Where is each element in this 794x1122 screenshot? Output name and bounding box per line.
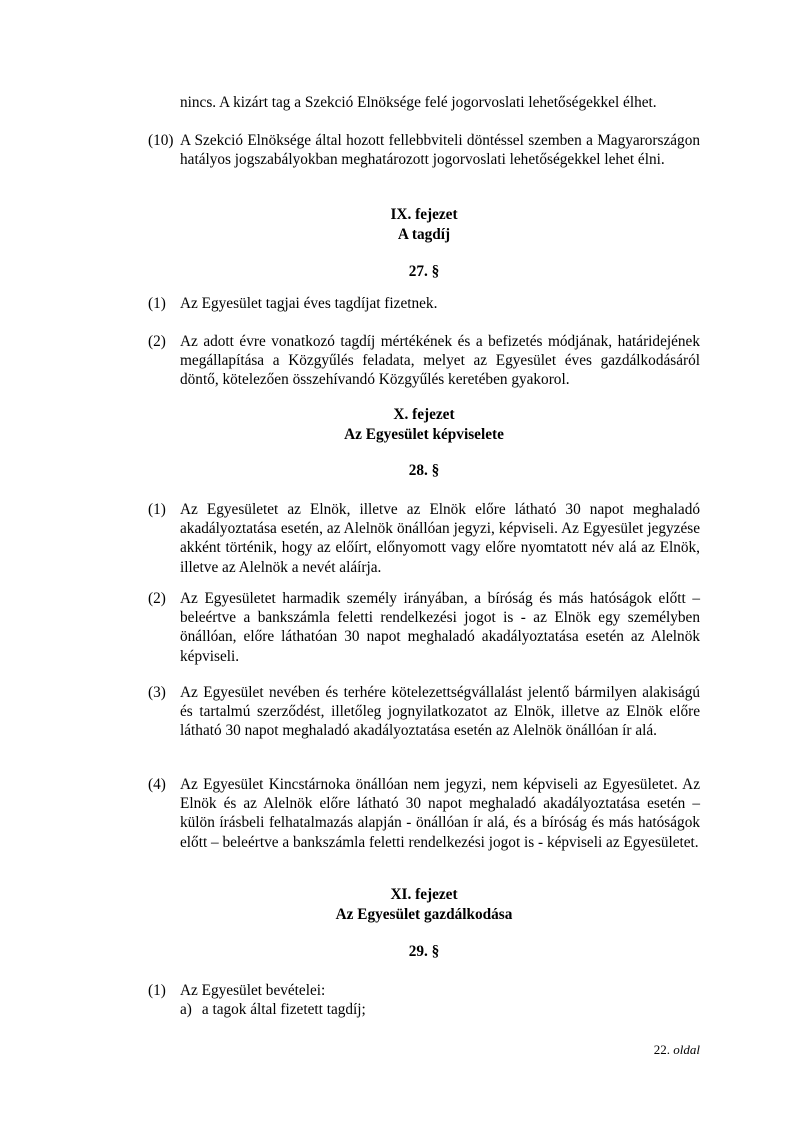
list-item-label: a) xyxy=(180,1001,192,1019)
paragraph-number: (10) xyxy=(148,132,174,149)
paragraph-number: (2) xyxy=(148,590,166,607)
paragraph-text: A Szekció Elnöksége által hozott fellebbviteli döntéssel szemben a Magyarországon hatályos jogszabályokban meghatározott jogorvoslati lehetőségekkel lehet élni. xyxy=(180,132,700,169)
page-footer xyxy=(560,1042,700,1058)
paragraph-number: (4) xyxy=(148,776,166,793)
section-sign-28: 28. § xyxy=(408,462,440,479)
s28-paragraph-1 xyxy=(148,500,700,577)
s27-paragraph-1 xyxy=(148,294,700,313)
paragraph-text: Az Egyesületet az Elnök, illetve az Elnök előre látható 30 napot meghaladó akadályoztatása esetén, az Alelnök önállóan jegyzi, képviseli. Az Egyesület jegyzése akként történik, hogy az előírt, előnyomott vagy előre nyomtatott név alá az Elnök, illetve az Alelnök a nevét aláírja. xyxy=(180,501,700,576)
chapter-heading-ix xyxy=(148,205,700,244)
section-sign-27: 27. § xyxy=(408,263,440,280)
paragraph-text: Az adott évre vonatkozó tagdíj mértékének és a befizetés módjának, határidejének megállapítása a Közgyűlés feladata, melyet az Egyesület éves gazdálkodásáról döntő, kötelezően összehívandó Közgyűlés keretében gyakorol. xyxy=(180,333,700,389)
s28-paragraph-4 xyxy=(148,775,700,852)
paragraph-number: (2) xyxy=(148,333,166,350)
paragraph-number: (1) xyxy=(148,295,166,312)
page-number: 22. xyxy=(653,1042,671,1057)
paragraph-text: Az Egyesületet harmadik személy irányában, a bíróság és más hatóságok előtt – beleértve a bankszámla feletti rendelkezési jogot is - az Elnök egy személyben önállóan, előre láthatóan 30 napot meghaladó akadályoztatása esetén az Alelnök képviseli. xyxy=(180,590,700,665)
s27-paragraph-2 xyxy=(148,332,700,390)
continuation-text: nincs. A kizárt tag a Szekció Elnöksége felé jogorvoslati lehetőségekkel élhet. xyxy=(180,94,657,111)
paragraph-number: (1) xyxy=(148,982,166,999)
list-item-text: a tagok által fizetett tagdíj; xyxy=(201,1001,366,1019)
chapter-number: IX. fejezet xyxy=(390,206,458,223)
paragraph-text: Az Egyesület bevételei: xyxy=(180,982,326,999)
chapter-heading-x xyxy=(148,405,700,444)
paragraph-number: (3) xyxy=(148,684,166,701)
paragraph-text: Az Egyesület tagjai éves tagdíjat fizetnek. xyxy=(180,295,438,312)
chapter-number: XI. fejezet xyxy=(390,886,458,903)
paragraph-text: Az Egyesület nevében és terhére kötelezettségvállalást jelentő bármilyen alakiságú és tartalmú szerződést, illetőleg jognyilatkozatot az Elnök, illetve az Elnök előre látható 30 napot meghaladó akadályoztatása esetén az Alelnök önállóan ír alá. xyxy=(180,684,700,740)
list-item xyxy=(180,1000,700,1019)
s28-paragraph-3 xyxy=(148,683,700,741)
s28-paragraph-2 xyxy=(148,589,700,666)
paragraph-text: Az Egyesület Kincstárnoka önállóan nem jegyzi, nem képviseli az Egyesületet. Az Elnök és az Alelnök előre látható 30 napot meghaladó akadályoztatása esetén – külön írásbeli felhatalmazás alapján - önállóan ír alá, és a bíróság és más hatóságok előtt – beleértve a bankszámla feletti rendelkezési jogot is - képviseli az Egyesületet. xyxy=(180,776,700,851)
chapter-number: X. fejezet xyxy=(393,406,455,423)
chapter-title: Az Egyesület képviselete xyxy=(344,425,504,443)
chapter-heading-xi xyxy=(148,885,700,924)
chapter-title: Az Egyesület gazdálkodása xyxy=(335,905,513,923)
page-label: oldal xyxy=(673,1042,700,1057)
paragraph-number: (1) xyxy=(148,501,166,518)
chapter-title: A tagdíj xyxy=(397,225,451,243)
section-sign-29: 29. § xyxy=(408,943,440,960)
paragraph-10 xyxy=(148,131,700,169)
s29-paragraph-1 xyxy=(148,981,700,1019)
